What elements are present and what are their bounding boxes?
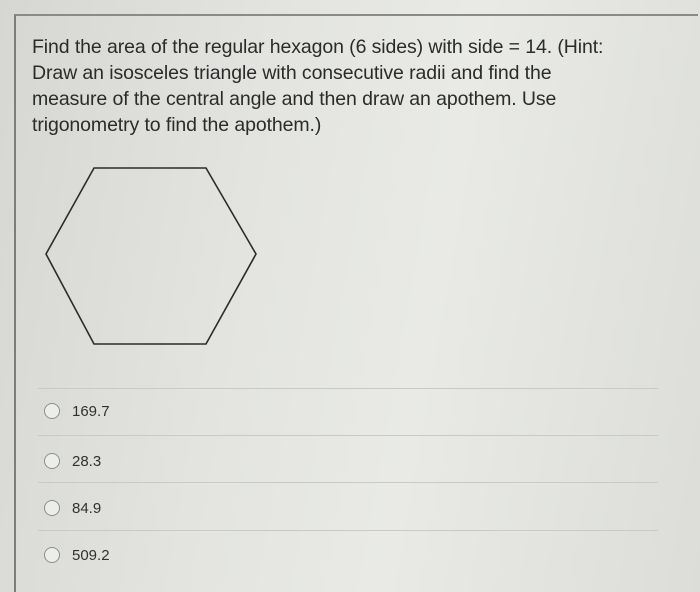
question-line: measure of the central angle and then draw an apothem. Use [32,88,557,110]
answer-divider [38,530,658,531]
radio-button-icon[interactable] [44,500,60,516]
question-line: Find the area of the regular hexagon (6 sides) with side = 14. (Hint: [32,36,604,58]
question-line: trigonometry to find the apothem.) [32,114,322,136]
answer-label: 84.9 [72,499,102,517]
answer-divider [38,388,658,389]
answer-option-1[interactable] [44,399,110,423]
question-text [32,34,672,138]
answer-label: 509.2 [72,546,110,564]
answer-option-3[interactable] [44,496,101,520]
radio-button-icon[interactable] [44,547,60,563]
answer-divider [38,482,658,483]
hexagon-outline [46,168,256,344]
answer-label: 28.3 [72,452,102,470]
answer-label: 169.7 [72,402,110,420]
answer-divider [38,435,658,436]
answer-option-2[interactable] [44,449,101,473]
radio-button-icon[interactable] [44,403,60,419]
question-line: Draw an isosceles triangle with consecutive radii and find the [32,62,552,84]
hexagon-diagram [30,160,270,360]
radio-button-icon[interactable] [44,453,60,469]
answer-option-4[interactable] [44,543,110,567]
hexagon-icon [30,160,270,360]
